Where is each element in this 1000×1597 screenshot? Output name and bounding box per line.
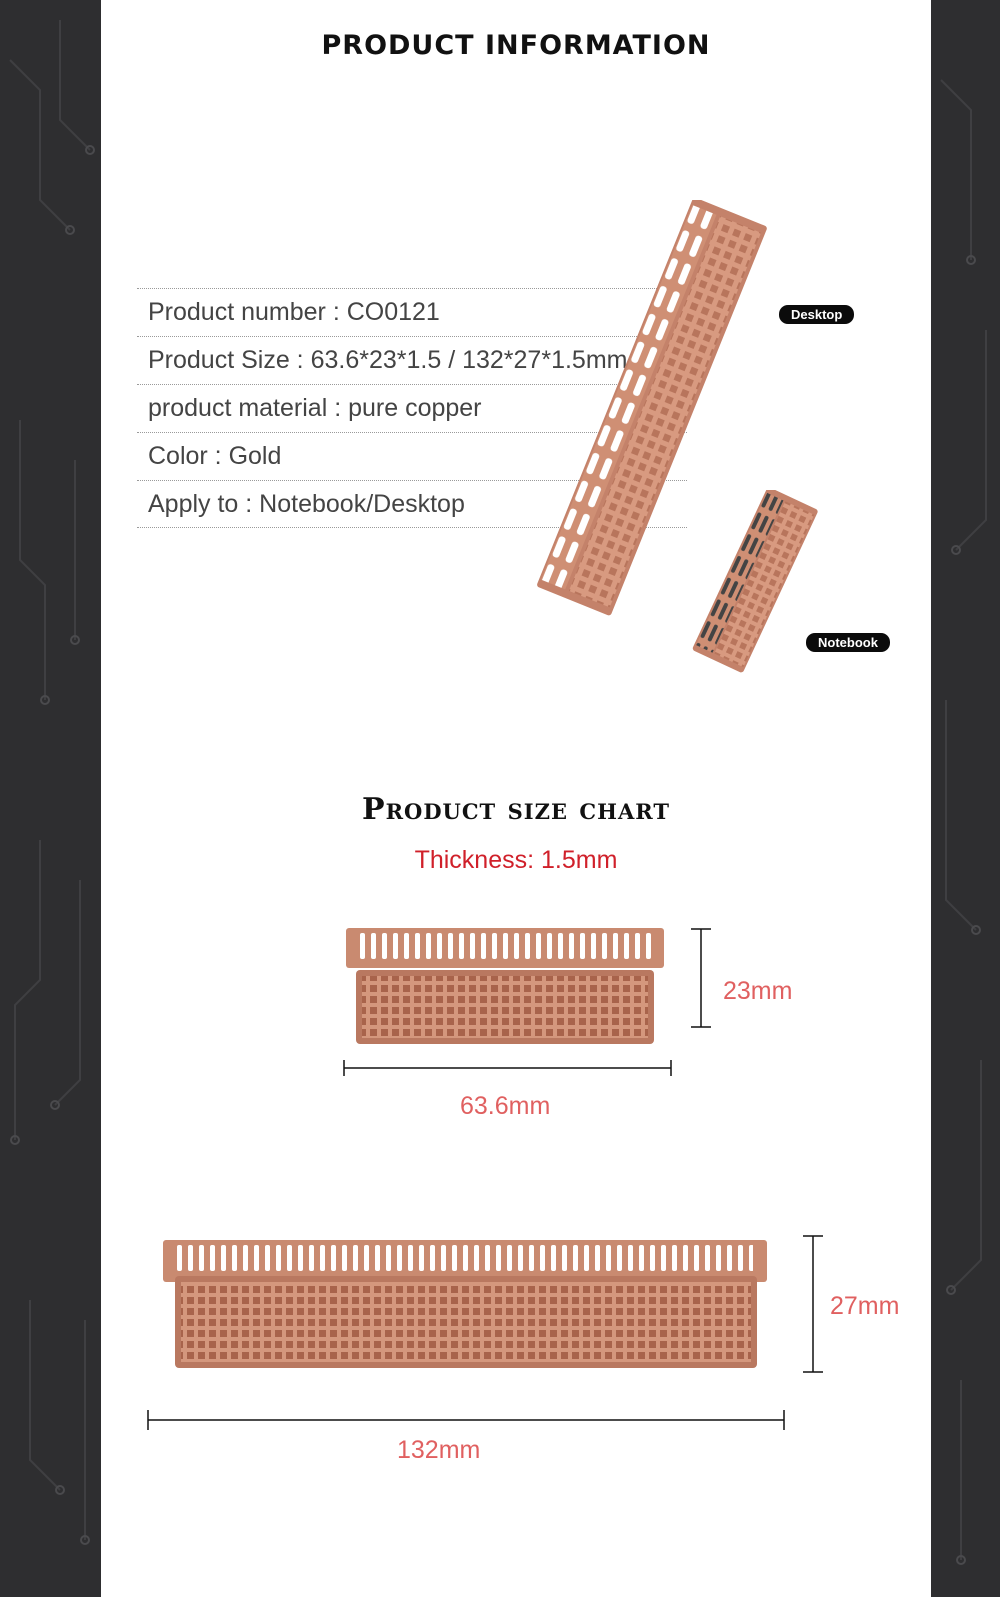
info-row-apply-to: Apply to : Notebook/Desktop	[137, 480, 687, 528]
height-dimension-line-small	[689, 928, 713, 1028]
size-chart-title: Product size chart	[362, 792, 670, 827]
circuit-pattern-icon	[0, 0, 101, 1597]
circuit-pattern-icon	[931, 0, 1000, 1597]
width-dimension-line-large	[147, 1408, 787, 1432]
large-height-label: 27mm	[830, 1292, 900, 1320]
info-row-product-number: Product number : CO0121	[137, 288, 687, 336]
info-row-material: product material : pure copper	[137, 384, 687, 432]
right-background-circuit	[931, 0, 1000, 1597]
notebook-tag: Notebook	[806, 633, 890, 652]
small-heatsink-image	[346, 928, 666, 1048]
large-heatsink-image	[163, 1240, 769, 1370]
thickness-label: Thickness: 1.5mm	[414, 846, 618, 874]
page-title: PRODUCT INFORMATION	[321, 30, 711, 61]
product-panel	[101, 0, 931, 1597]
notebook-heatsink-image	[681, 490, 841, 690]
info-row-color: Color : Gold	[137, 432, 687, 480]
info-row-product-size: Product Size : 63.6*23*1.5 / 132*27*1.5mm	[137, 336, 687, 384]
desktop-tag: Desktop	[779, 305, 854, 324]
small-height-label: 23mm	[723, 977, 793, 1005]
small-width-label: 63.6mm	[460, 1092, 551, 1120]
height-dimension-line-large	[801, 1235, 825, 1373]
left-background-circuit	[0, 0, 101, 1597]
width-dimension-line-small	[343, 1058, 673, 1078]
large-width-label: 132mm	[397, 1436, 481, 1464]
